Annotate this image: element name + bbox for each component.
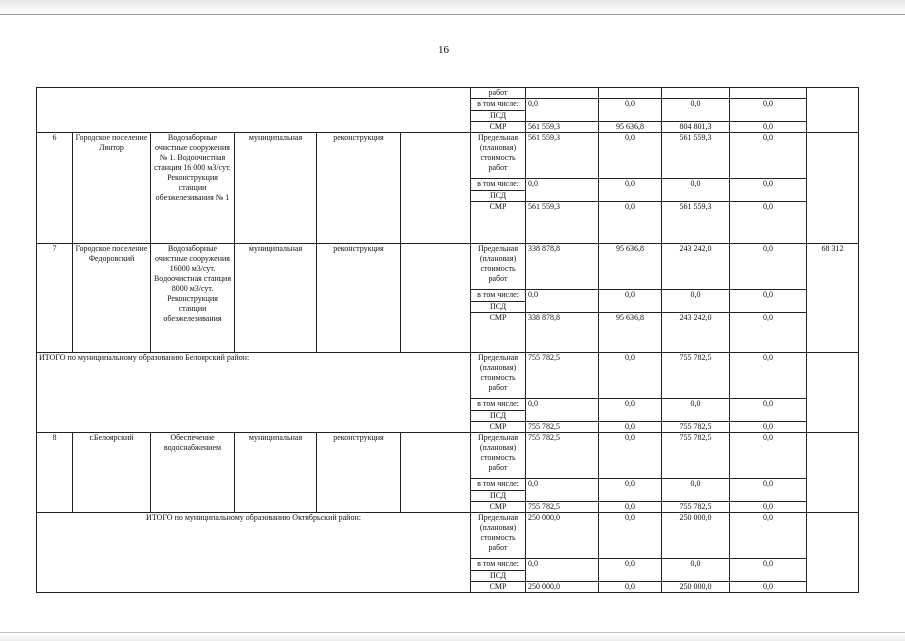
- table-row: в том числе: 0,0 0,0 0,0 0,0: [37, 559, 859, 571]
- table-row: СМР 561 559,3 0,0 561 559,3 0,0: [37, 202, 859, 244]
- table-row: в том числе: 0,0 0,0 0,0 0,0: [37, 179, 859, 191]
- smr-label: СМР: [471, 502, 526, 513]
- page-number: 16: [438, 44, 449, 56]
- cost-label: Предельная (плановая) стоимость работ: [471, 244, 526, 290]
- psd-label: ПСД: [471, 491, 526, 502]
- row-number: 7: [37, 244, 73, 353]
- object-name: Водозаборные очистные сооружения № 1. Водоочистная станция 16 000 м3/сут. Реконструкция станции обезжелезивания № 1: [151, 133, 235, 244]
- cost-label: Предельная (плановая) стоимость работ: [471, 133, 526, 179]
- psd-label: ПСД: [471, 302, 526, 313]
- table-row: 6 Городское поселение Лянтор Водозаборные очистные сооружения № 1. Водоочистная станция 16 000 м3/сут. Реконструкция станции обезжелезивания № 1 муниципальная реконструкция Предельная (плановая) стоимость работ 561 559,3 0,0 561 559,3 0,0: [37, 133, 859, 179]
- incl-label: в том числе:: [471, 479, 526, 491]
- work-type: реконструкция: [317, 133, 401, 244]
- row-number: 6: [37, 133, 73, 244]
- smr-label: СМР: [471, 422, 526, 433]
- table-row: 8 г.Белоярский Обеспечение водоснабжением муниципальная реконструкция Предельная (плановая) стоимость работ 755 782,5 0,0 755 782,5 0,0: [37, 433, 859, 479]
- settlement-name: Городское поселение Лянтор: [73, 133, 151, 244]
- investment-table: [36, 87, 859, 593]
- extra-value: 68 312: [807, 244, 859, 353]
- smr-label: СМР: [471, 122, 526, 133]
- table-row: СМР 561 559,3 95 636,8 804 801,3 0,0: [37, 122, 859, 133]
- smr-label: СМР: [471, 313, 526, 353]
- row-number: 8: [37, 433, 73, 513]
- smr-label: СМР: [471, 582, 526, 593]
- total-label: ИТОГО по муниципальному образованию Октябрьский район:: [37, 513, 471, 593]
- cost-label: Предельная (плановая) стоимость работ: [471, 513, 526, 559]
- cost-label: Предельная (плановая) стоимость работ: [471, 353, 526, 399]
- work-type: реконструкция: [317, 244, 401, 353]
- table-row: 7 Городское поселение Федоровский Водозаборные очистные сооружения 16000 м3/сут. Водоочистная станция 8000 м3/сут. Реконструкция станции обезжелезивания муниципальная реконструкция Предельная (плановая) стоимость работ 338 878,8 95 636,8 243 242,0 0,0 68 312: [37, 244, 859, 290]
- table-row: ИТОГО по муниципальному образованию Октябрьский район: Предельная (плановая) стоимость работ 250 000,0 0,0 250 000,0 0,0: [37, 513, 859, 559]
- ownership: муниципальная: [235, 133, 317, 244]
- top-continuation-cell: [37, 88, 471, 133]
- work-type: реконструкция: [317, 433, 401, 513]
- table-row: ИТОГО по муниципальному образованию Белоярский район: Предельная (плановая) стоимость работ 755 782,5 0,0 755 782,5 0,0: [37, 353, 859, 399]
- table-row: в том числе: 0,0 0,0 0,0 0,0: [37, 479, 859, 491]
- table-row: СМР 755 782,5 0,0 755 782,5 0,0: [37, 502, 859, 513]
- cost-label: работ: [471, 88, 526, 99]
- psd-label: ПСД: [471, 571, 526, 582]
- table-row: [37, 88, 859, 99]
- total-label: ИТОГО по муниципальному образованию Белоярский район:: [37, 353, 471, 433]
- settlement-name: г.Белоярский: [73, 433, 151, 513]
- cost-label: Предельная (плановая) стоимость работ: [471, 433, 526, 479]
- incl-label: в том числе:: [471, 99, 526, 111]
- incl-label: в том числе:: [471, 559, 526, 571]
- incl-label: в том числе:: [471, 399, 526, 411]
- settlement-name: Городское поселение Федоровский: [73, 244, 151, 353]
- table-row: СМР 338 878,8 95 636,8 243 242,0 0,0: [37, 313, 859, 353]
- incl-label: в том числе:: [471, 179, 526, 191]
- psd-label: ПСД: [471, 411, 526, 422]
- table-row: СМР 755 782,5 0,0 755 782,5 0,0: [37, 422, 859, 433]
- table-row: в том числе: 0,0 0,0 0,0 0,0: [37, 399, 859, 411]
- ownership: муниципальная: [235, 433, 317, 513]
- table-row: в том числе: 0,0 0,0 0,0 0,0: [37, 290, 859, 302]
- object-name: Обеспечение водоснабжением: [151, 433, 235, 513]
- table-row: СМР 250 000,0 0,0 250 000,0 0,0: [37, 582, 859, 593]
- ownership: муниципальная: [235, 244, 317, 353]
- psd-label: ПСД: [471, 191, 526, 202]
- object-name: Водозаборные очистные сооружения 16000 м3/сут. Водоочистная станция 8000 м3/сут. Реконструкция станции обезжелезивания: [151, 244, 235, 353]
- scan-top-edge: [0, 0, 905, 15]
- psd-label: ПСД: [471, 111, 526, 122]
- incl-label: в том числе:: [471, 290, 526, 302]
- table-row: в том числе: 0,0 0,0 0,0 0,0: [37, 99, 859, 111]
- smr-label: СМР: [471, 202, 526, 244]
